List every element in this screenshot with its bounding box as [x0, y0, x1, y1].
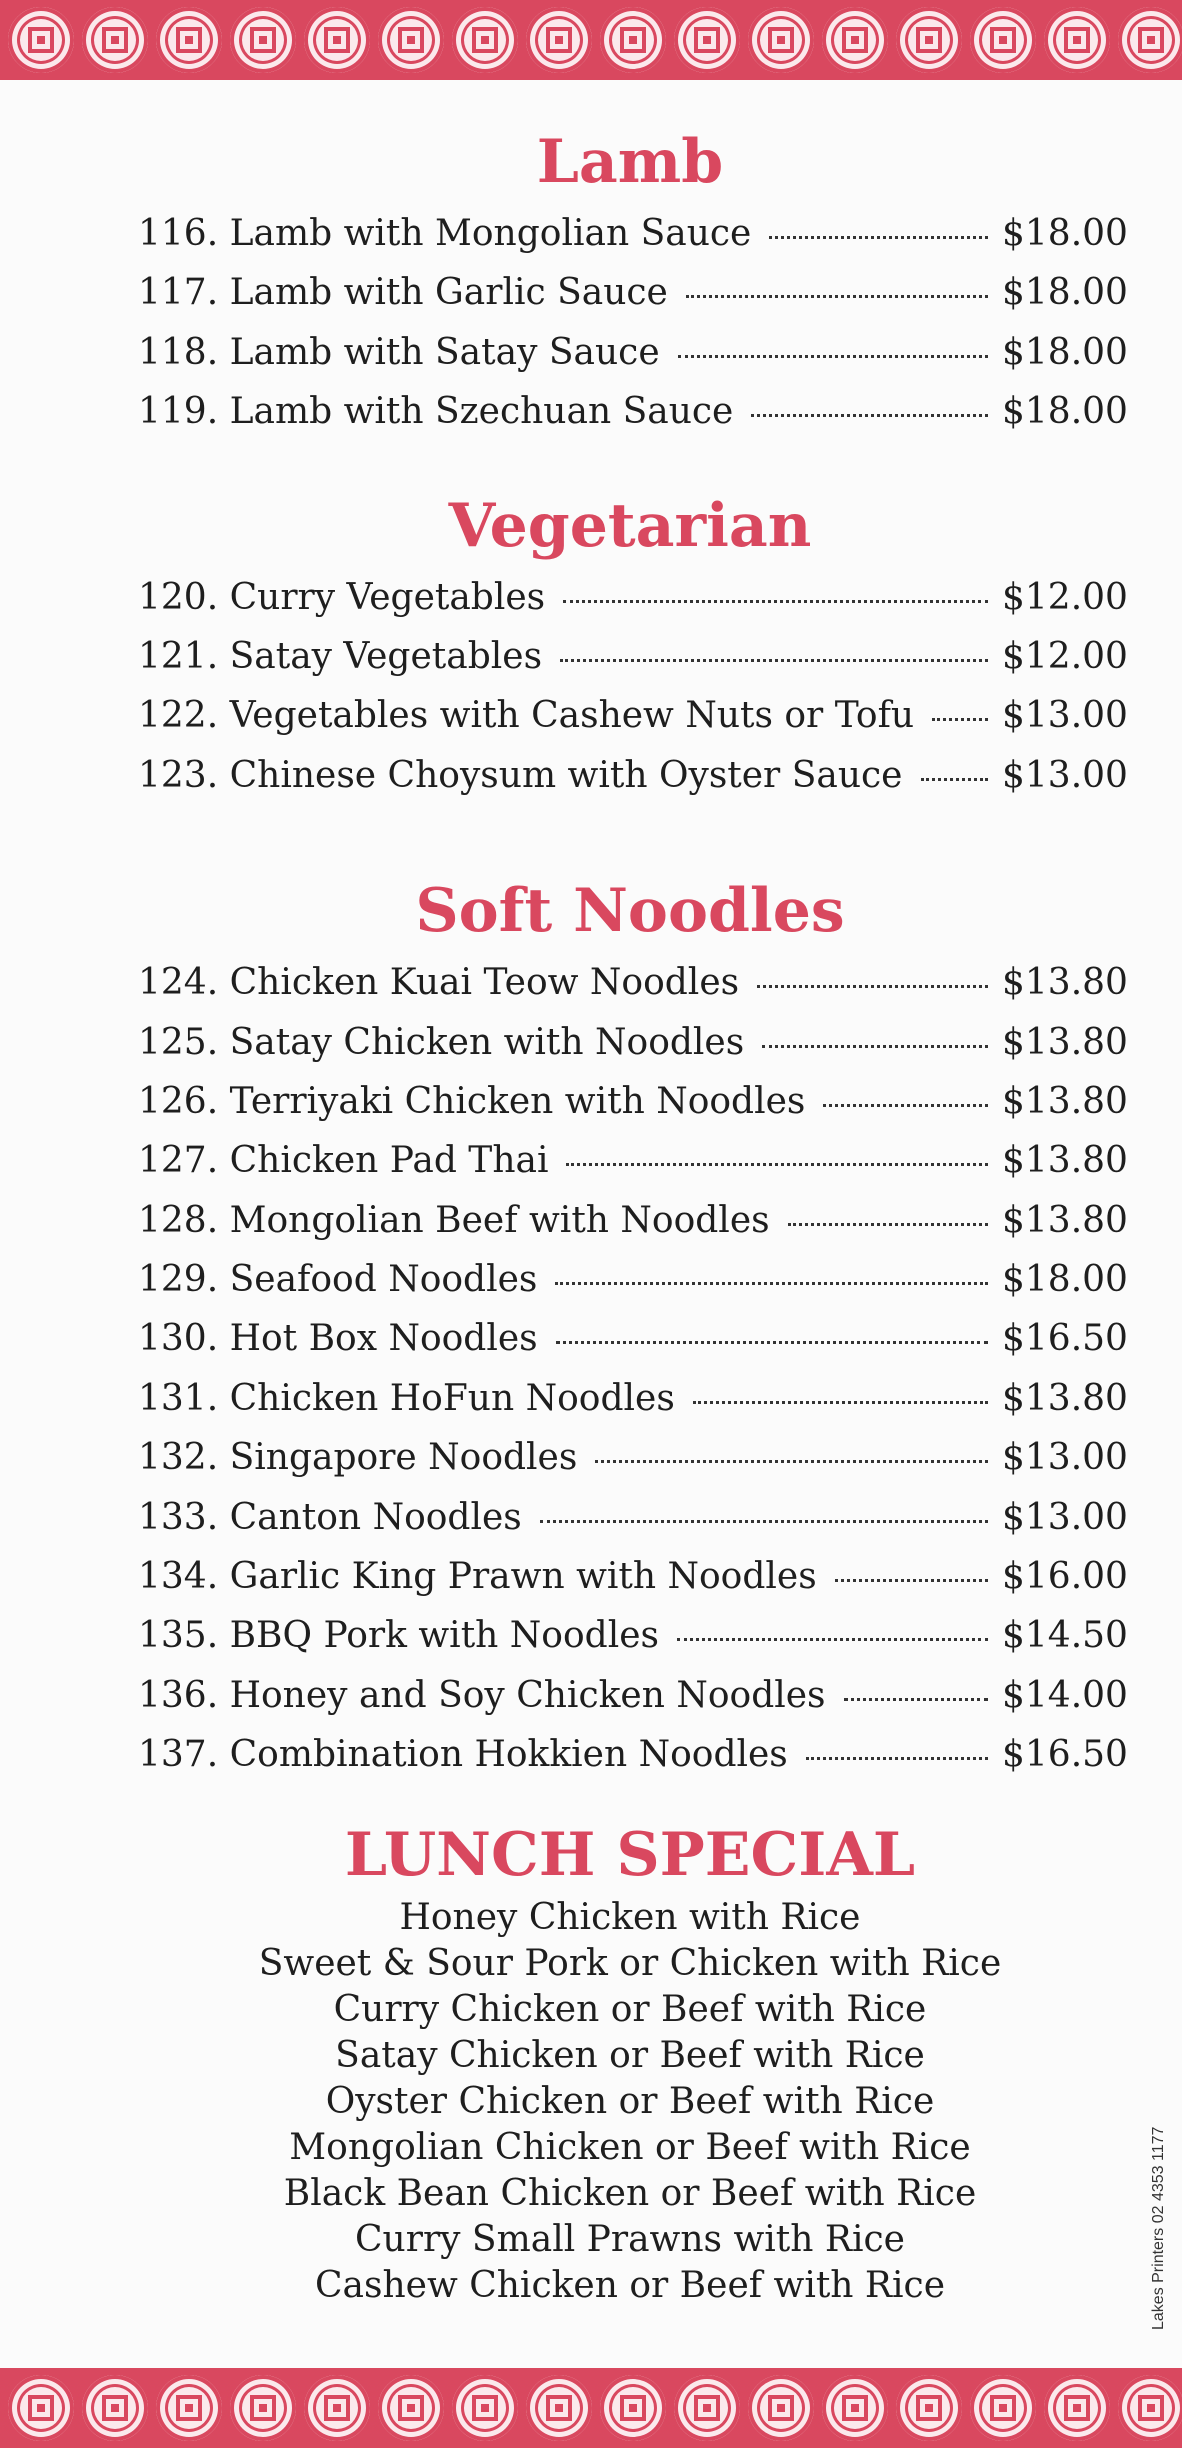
- dot-leader: [678, 355, 988, 358]
- dot-leader: [686, 295, 988, 298]
- item-name: 121. Satay Vegetables: [138, 635, 543, 677]
- menu-item: [138, 1191, 1128, 1250]
- border-ornament-icon: [822, 7, 888, 73]
- border-ornament-icon: [1118, 7, 1182, 73]
- item-name: 116. Lamb with Mongolian Sauce: [138, 213, 752, 254]
- dot-leader: [932, 718, 988, 721]
- item-name: 127. Chicken Pad Thai: [138, 1140, 549, 1182]
- menu-item: [138, 1488, 1128, 1547]
- border-ornament-icon: [1044, 2375, 1110, 2441]
- item-name: 120. Curry Vegetables: [138, 576, 546, 618]
- section-title: Lamb: [536, 127, 724, 197]
- item-name: 126. Terriyaki Chicken with Noodles: [138, 1080, 806, 1122]
- item-price: $18.00: [1002, 272, 1128, 314]
- section-lunch-special: [138, 1815, 1122, 2309]
- item-name: 129. Seafood Noodles: [138, 1259, 538, 1301]
- item-name: 118. Lamb with Satay Sauce: [138, 331, 660, 373]
- item-name: 130. Hot Box Noodles: [138, 1318, 538, 1360]
- menu-item: [138, 1606, 1128, 1665]
- lunch-item: Curry Chicken or Beef with Rice: [333, 1988, 927, 2030]
- border-ornament-icon: [378, 2375, 444, 2441]
- section-lamb: [138, 120, 1128, 442]
- menu-item: [138, 746, 1128, 805]
- item-price: $13.80: [1002, 1140, 1128, 1182]
- decorative-border-bottom: [0, 2368, 1182, 2448]
- border-ornament-icon: [8, 7, 74, 73]
- decorative-border-top: [0, 0, 1182, 80]
- dot-leader: [566, 1163, 988, 1166]
- border-ornament-icon: [1118, 2375, 1182, 2441]
- item-name: 137. Combination Hokkien Noodles: [138, 1734, 788, 1776]
- lunch-item: Satay Chicken or Beef with Rice: [335, 2034, 925, 2076]
- border-ornament-icon: [970, 7, 1036, 73]
- dot-leader: [693, 1401, 988, 1404]
- item-price: $18.00: [1002, 391, 1128, 433]
- menu-item: [138, 1013, 1128, 1072]
- menu-item: [138, 1428, 1128, 1487]
- section-vegetarian: [138, 484, 1128, 806]
- item-name: 123. Chinese Choysum with Oyster Sauce: [138, 754, 903, 796]
- border-ornament-icon: [1044, 7, 1110, 73]
- border-ornament-icon: [526, 7, 592, 73]
- dot-leader: [762, 1045, 988, 1048]
- dot-leader: [560, 659, 988, 662]
- menu-item: [138, 1072, 1128, 1131]
- item-name: 132. Singapore Noodles: [138, 1437, 578, 1479]
- item-price: $12.00: [1002, 576, 1128, 618]
- menu-item: [138, 568, 1128, 627]
- dot-leader: [921, 778, 989, 781]
- item-price: $14.00: [1002, 1674, 1128, 1716]
- border-ornament-icon: [304, 2375, 370, 2441]
- dot-leader: [556, 1341, 988, 1344]
- dot-leader: [540, 1520, 988, 1523]
- item-name: 128. Mongolian Beef with Noodles: [138, 1199, 770, 1241]
- menu-item: [138, 1309, 1128, 1368]
- dot-leader: [751, 414, 988, 417]
- border-ornament-icon: [674, 7, 740, 73]
- border-ornament-icon: [230, 2375, 296, 2441]
- lunch-item: Curry Small Prawns with Rice: [355, 2218, 905, 2260]
- item-price: $13.80: [1002, 1377, 1128, 1419]
- item-price: $18.00: [1002, 213, 1128, 254]
- border-ornament-icon: [748, 7, 814, 73]
- dot-leader: [769, 236, 988, 239]
- item-name: 124. Chicken Kuai Teow Noodles: [138, 962, 740, 1004]
- menu-item: [138, 263, 1128, 322]
- dot-leader: [595, 1460, 988, 1463]
- menu-item: [138, 686, 1128, 745]
- menu-item: [138, 204, 1128, 263]
- menu-content: [138, 120, 1128, 2309]
- item-name: 117. Lamb with Garlic Sauce: [138, 272, 668, 314]
- menu-item: [138, 953, 1128, 1012]
- border-ornament-icon: [674, 2375, 740, 2441]
- border-ornament-icon: [230, 7, 296, 73]
- border-ornament-icon: [600, 2375, 666, 2441]
- item-price: $16.50: [1002, 1734, 1128, 1776]
- item-price: $18.00: [1002, 1259, 1128, 1301]
- border-ornament-icon: [970, 2375, 1036, 2441]
- item-price: $16.50: [1002, 1318, 1128, 1360]
- dot-leader: [844, 1698, 988, 1701]
- dot-leader: [823, 1104, 988, 1107]
- border-ornament-icon: [600, 7, 666, 73]
- item-name: 134. Garlic King Prawn with Noodles: [138, 1556, 817, 1598]
- item-name: 122. Vegetables with Cashew Nuts or Tofu: [138, 695, 915, 737]
- item-price: $16.00: [1002, 1556, 1128, 1598]
- lunch-item: Honey Chicken with Rice: [399, 1896, 861, 1938]
- dot-leader: [788, 1223, 988, 1226]
- lunch-item: Oyster Chicken or Beef with Rice: [325, 2080, 935, 2122]
- border-ornament-icon: [452, 7, 518, 73]
- lunch-item: Mongolian Chicken or Beef with Rice: [289, 2126, 971, 2168]
- item-price: $12.00: [1002, 635, 1128, 677]
- section-title: Vegetarian: [448, 490, 812, 561]
- item-price: $13.00: [1002, 1437, 1128, 1479]
- menu-item: [138, 1666, 1128, 1725]
- menu-item: [138, 627, 1128, 686]
- dot-leader: [806, 1757, 988, 1760]
- item-price: $13.80: [1002, 1021, 1128, 1063]
- border-ornament-icon: [452, 2375, 518, 2441]
- section-title: Soft Noodles: [415, 876, 845, 947]
- border-ornament-icon: [896, 7, 962, 73]
- lunch-item: Black Bean Chicken or Beef with Rice: [283, 2172, 977, 2214]
- dot-leader: [677, 1638, 988, 1641]
- menu-item: [138, 323, 1128, 382]
- dot-leader: [835, 1579, 988, 1582]
- lunch-special-list: [138, 1895, 1122, 2309]
- menu-item: [138, 1725, 1128, 1784]
- border-ornament-icon: [82, 2375, 148, 2441]
- border-ornament-icon: [156, 2375, 222, 2441]
- item-price: $13.00: [1002, 1496, 1128, 1538]
- menu-item: [138, 1369, 1128, 1428]
- item-price: $13.00: [1002, 695, 1128, 737]
- printer-credit: Lakes Printers 02 4353 1177: [1150, 2126, 1167, 2330]
- lunch-item: Cashew Chicken or Beef with Rice: [314, 2264, 946, 2306]
- menu-item: [138, 1547, 1128, 1606]
- item-price: $13.80: [1002, 1080, 1128, 1122]
- item-name: 131. Chicken HoFun Noodles: [138, 1377, 675, 1419]
- item-name: 133. Canton Noodles: [138, 1496, 522, 1538]
- border-ornament-icon: [822, 2375, 888, 2441]
- menu-item: [138, 1131, 1128, 1190]
- border-ornament-icon: [378, 7, 444, 73]
- lunch-special-title: LUNCH SPECIAL: [344, 1819, 916, 1890]
- item-name: 136. Honey and Soy Chicken Noodles: [138, 1674, 826, 1716]
- item-price: $13.80: [1002, 1199, 1128, 1241]
- dot-leader: [757, 985, 988, 988]
- border-ornament-icon: [748, 2375, 814, 2441]
- dot-leader: [555, 1282, 988, 1285]
- menu-item: [138, 382, 1128, 441]
- menu-item: [138, 1250, 1128, 1309]
- border-ornament-icon: [82, 7, 148, 73]
- border-ornament-icon: [304, 7, 370, 73]
- dot-leader: [563, 600, 988, 603]
- border-ornament-icon: [8, 2375, 74, 2441]
- lunch-item: Sweet & Sour Pork or Chicken with Rice: [258, 1942, 1002, 1984]
- border-ornament-icon: [526, 2375, 592, 2441]
- border-ornament-icon: [156, 7, 222, 73]
- section-soft-noodles: [138, 869, 1128, 1784]
- item-price: $13.00: [1002, 754, 1128, 796]
- item-name: 135. BBQ Pork with Noodles: [138, 1615, 659, 1657]
- item-name: 125. Satay Chicken with Noodles: [138, 1021, 745, 1063]
- item-price: $14.50: [1002, 1615, 1128, 1657]
- item-price: $13.80: [1002, 962, 1128, 1004]
- border-ornament-icon: [896, 2375, 962, 2441]
- item-name: 119. Lamb with Szechuan Sauce: [138, 391, 734, 433]
- item-price: $18.00: [1002, 331, 1128, 373]
